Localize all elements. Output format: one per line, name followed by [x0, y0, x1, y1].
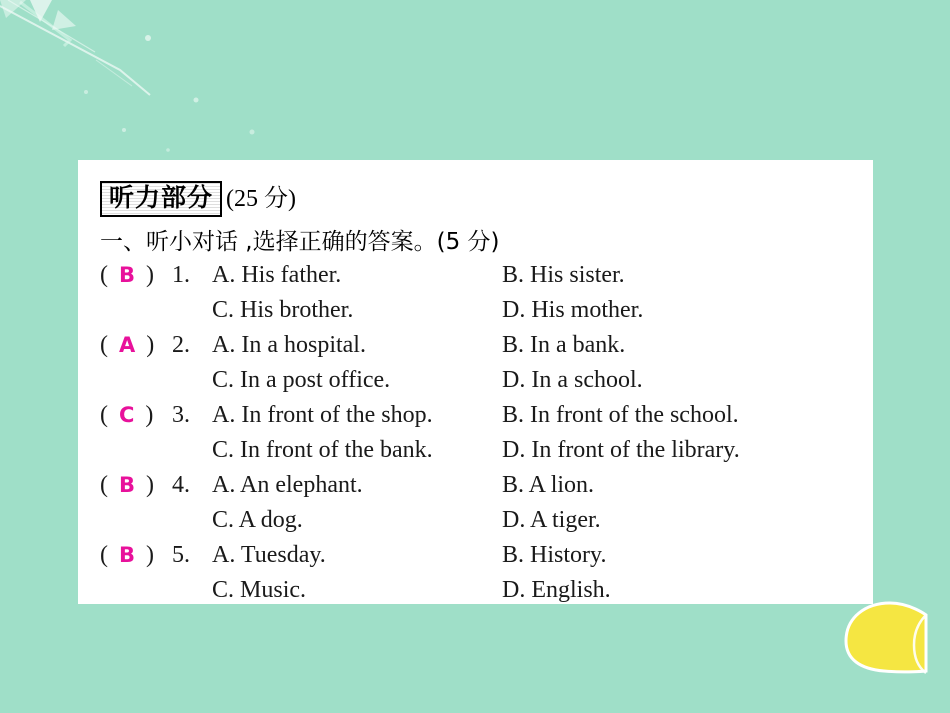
question-second-line	[100, 507, 851, 542]
listening-section-score: (25 分)	[226, 186, 296, 212]
option-c: C. In a post office.	[212, 367, 391, 394]
option-a: A. Tuesday.	[212, 542, 326, 569]
answer-paren: ( C )	[100, 402, 155, 429]
lemon-decoration	[840, 597, 928, 675]
question-item	[100, 542, 851, 612]
streaks-svg	[0, 0, 330, 170]
option-c: C. In front of the bank.	[212, 437, 433, 464]
question-number: 4.	[172, 472, 190, 499]
answer-value: B	[119, 473, 137, 498]
question-second-line	[100, 577, 851, 612]
question-second-line	[100, 297, 851, 332]
listening-section-title: 听力部分	[100, 181, 222, 217]
question-first-line	[100, 332, 851, 367]
option-a: A. An elephant.	[212, 472, 363, 499]
option-a: A. In a hospital.	[212, 332, 366, 359]
question-second-line	[100, 367, 851, 402]
worksheet-content	[78, 160, 873, 612]
question-list	[100, 262, 851, 612]
answer-value: A	[119, 333, 137, 358]
section-heading: 一、听小对话 ,选择正确的答案。(5 分)	[100, 229, 500, 256]
question-first-line	[100, 402, 851, 437]
question-number: 3.	[172, 402, 190, 429]
answer-value: B	[119, 263, 137, 288]
answer-paren: ( B )	[100, 262, 156, 289]
answer-paren: ( B )	[100, 542, 156, 569]
worksheet-card	[78, 160, 873, 604]
option-b: B. History.	[502, 542, 607, 569]
option-b: B. In a bank.	[502, 332, 626, 359]
title-row	[100, 178, 851, 217]
option-d: D. In a school.	[502, 367, 643, 394]
option-b: B. A lion.	[502, 472, 595, 499]
question-number: 5.	[172, 542, 190, 569]
question-number: 1.	[172, 262, 190, 289]
question-second-line	[100, 437, 851, 472]
option-d: D. In front of the library.	[502, 437, 740, 464]
option-d: D. A tiger.	[502, 507, 601, 534]
question-item	[100, 472, 851, 542]
question-number: 2.	[172, 332, 190, 359]
option-b: B. His sister.	[502, 262, 625, 289]
option-c: C. His brother.	[212, 297, 354, 324]
decorative-light-streaks	[0, 0, 330, 170]
question-first-line	[100, 472, 851, 507]
option-b: B. In front of the school.	[502, 402, 739, 429]
option-a: A. His father.	[212, 262, 342, 289]
answer-paren: ( A )	[100, 332, 156, 359]
option-d: D. English.	[502, 577, 611, 604]
answer-value: C	[119, 403, 136, 428]
question-item	[100, 262, 851, 332]
question-first-line	[100, 262, 851, 297]
question-item	[100, 332, 851, 402]
answer-value: B	[119, 543, 137, 568]
question-first-line	[100, 542, 851, 577]
question-item	[100, 402, 851, 472]
answer-paren: ( B )	[100, 472, 156, 499]
option-c: C. A dog.	[212, 507, 303, 534]
option-d: D. His mother.	[502, 297, 644, 324]
lemon-icon	[840, 597, 928, 675]
option-c: C. Music.	[212, 577, 307, 604]
option-a: A. In front of the shop.	[212, 402, 433, 429]
